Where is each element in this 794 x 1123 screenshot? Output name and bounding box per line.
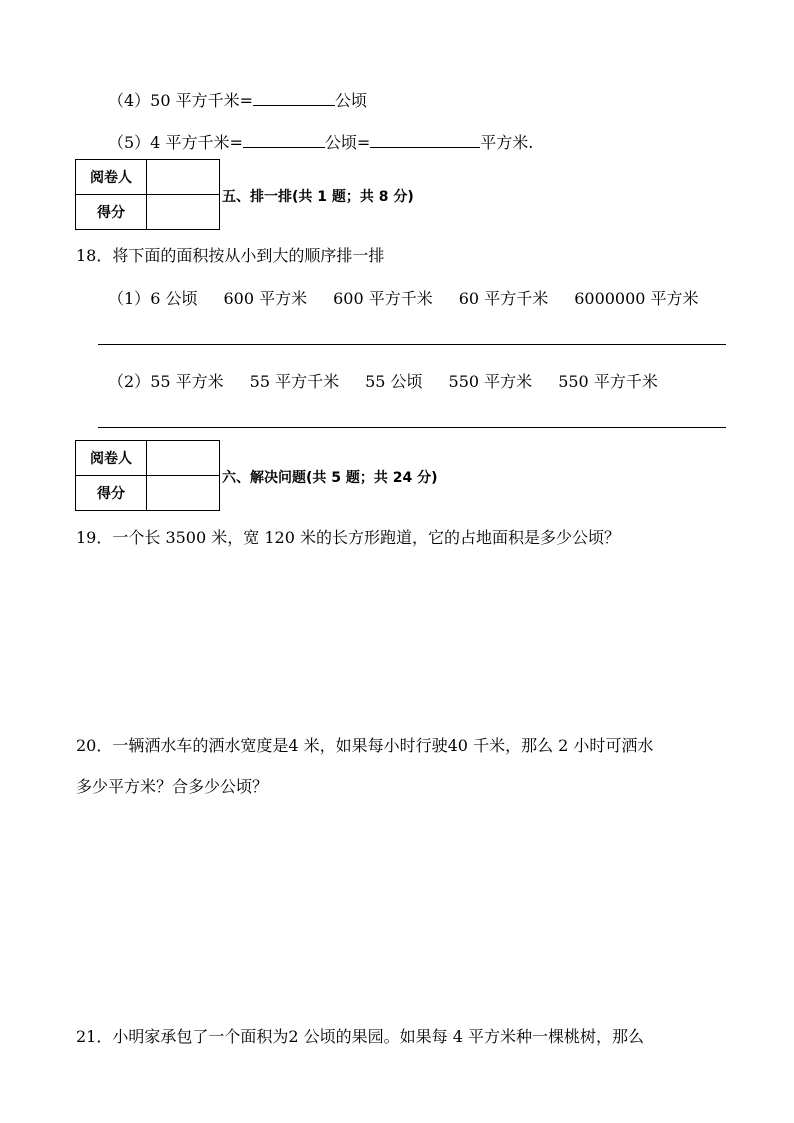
answer-blank[interactable] bbox=[370, 146, 480, 148]
q17-item-5-prefix: （5）4 平方千米= bbox=[108, 133, 243, 152]
area-option: 55 平方千米 bbox=[249, 372, 340, 391]
q18-stem: 18．将下面的面积按从小到大的顺序排一排 bbox=[76, 246, 385, 265]
q18-row-2 bbox=[108, 369, 658, 392]
answer-blank[interactable] bbox=[253, 104, 335, 106]
score-label: 得分 bbox=[76, 195, 147, 230]
score-field[interactable] bbox=[147, 476, 220, 511]
reviewer-label: 阅卷人 bbox=[76, 441, 147, 476]
reviewer-field[interactable] bbox=[147, 160, 220, 195]
area-option: 6000000 平方米 bbox=[574, 289, 699, 308]
q19-stem: 19．一个长 3500 米，宽 120 米的长方形跑道，它的占地面积是多少公顷？ bbox=[76, 528, 620, 547]
grader-box bbox=[75, 159, 220, 230]
q17-item-5-unit2: 平方米. bbox=[480, 133, 534, 152]
answer-line[interactable] bbox=[98, 427, 726, 428]
reviewer-label: 阅卷人 bbox=[76, 160, 147, 195]
q17-item-5-unit1: 公顷= bbox=[324, 133, 371, 152]
area-option: 550 平方千米 bbox=[558, 372, 658, 391]
q18-row-1 bbox=[108, 286, 699, 309]
q17-item-4-prefix: （4）50 平方千米= bbox=[108, 91, 254, 110]
score-field[interactable] bbox=[147, 195, 220, 230]
q17-item-4 bbox=[108, 88, 367, 111]
q18-row-1-prefix: （1） bbox=[108, 289, 151, 308]
section-6-title: 六、解决问题(共 5 题；共 24 分) bbox=[222, 470, 438, 486]
area-option: 55 平方米 bbox=[150, 372, 224, 391]
answer-blank[interactable] bbox=[243, 146, 325, 148]
area-option: 55 公顷 bbox=[365, 372, 423, 391]
q20-stem-line-1: 20．一辆洒水车的洒水宽度是4 米，如果每小时行驶40 千米，那么 2 小时可洒水 bbox=[76, 736, 654, 755]
q18-row-2-prefix: （2） bbox=[108, 372, 151, 391]
q17-item-5 bbox=[108, 130, 533, 153]
q20-stem-line-2: 多少平方米？合多少公顷？ bbox=[76, 777, 269, 796]
answer-line[interactable] bbox=[98, 344, 726, 345]
area-option: 600 平方米 bbox=[223, 289, 308, 308]
area-option: 550 平方米 bbox=[448, 372, 533, 391]
area-option: 60 平方千米 bbox=[458, 289, 549, 308]
q21-stem-line-1: 21．小明家承包了一个面积为2 公顷的果园。如果每 4 平方米种一棵桃树，那么 bbox=[76, 1027, 644, 1046]
area-option: 600 平方千米 bbox=[333, 289, 433, 308]
area-option: 6 公顷 bbox=[150, 289, 198, 308]
q17-item-4-unit: 公顷 bbox=[335, 91, 368, 110]
section-5-title: 五、排一排(共 1 题；共 8 分) bbox=[222, 189, 414, 205]
reviewer-field[interactable] bbox=[147, 441, 220, 476]
score-label: 得分 bbox=[76, 476, 147, 511]
grader-box bbox=[75, 440, 220, 511]
